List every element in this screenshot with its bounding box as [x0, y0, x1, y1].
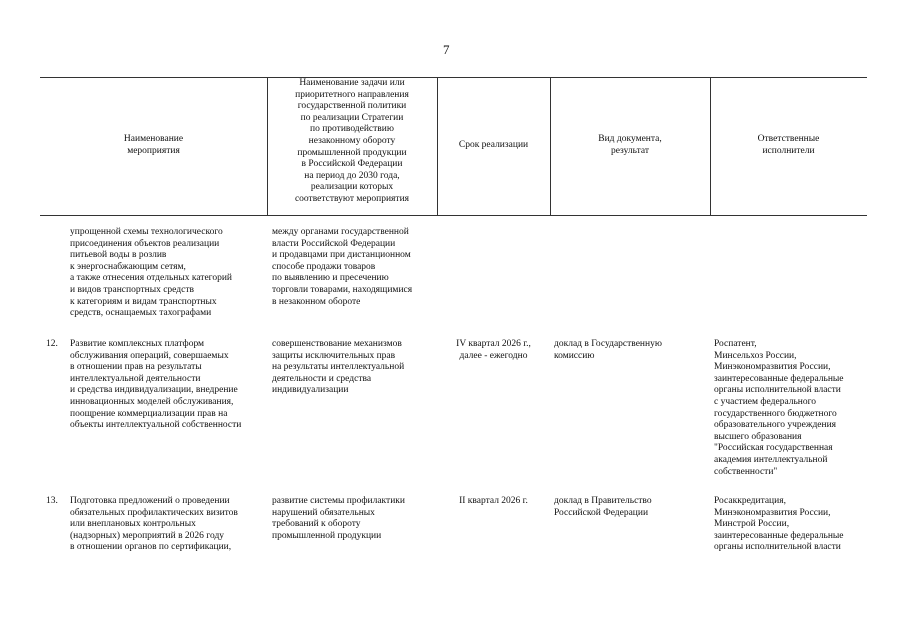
header-event: Наименование мероприятия	[123, 134, 184, 156]
row-number: 12.	[46, 339, 58, 349]
row-task: между органами государственной власти Российской Федерации и продавцами при дистанционном способе продажи товаров по выявлению и пресечению торговли товарами, находящимися в незаконном обороте	[272, 227, 413, 307]
header-deadline: Срок реализации	[458, 140, 529, 150]
page-number: 7	[443, 42, 450, 57]
table-top-rule	[40, 77, 867, 78]
row-document: доклад в Правительство Российской Федерации	[554, 496, 652, 518]
row-event: Развитие комплексных платформ обслуживания операций, совершаемых в отношении прав на результаты интеллектуальной деятельности и средства индивидуализации, внедрение инновационных моделей обслуживания, поощрение коммерциализации прав на объекты интеллектуальной собственности	[70, 339, 242, 431]
row-responsible: Роспатент, Минсельхоз России, Минэкономразвития России, заинтересованные федеральные органы исполнительной власти с участием федерального государственного бюджетного образовательного учреждения высшего образования "Российская государственная академия интеллектуальной собственности"	[714, 339, 844, 477]
row-document: доклад в Государственную комиссию	[554, 339, 662, 361]
row-event: упрощенной схемы технологического присоединения объектов реализации питьевой воды в розлив к энергоснабжающим сетям, а также отнесения отдельных категорий и видов транспортных средств к категориям и видам транспортных средств, оснащаемых тахографами	[70, 227, 233, 319]
row-deadline: II квартал 2026 г.	[459, 496, 528, 506]
row-event: Подготовка предложений о проведении обязательных профилактических визитов или внеплановых контрольных (надзорных) мероприятий в 2026 году в отношении органов по сертификации,	[70, 496, 238, 553]
header-responsible: Ответственные исполнители	[757, 134, 820, 156]
header-document: Вид документа, результат	[598, 134, 662, 156]
row-task: развитие системы профилактики нарушений обязательных требований к обороту промышленной продукции	[272, 496, 405, 541]
row-deadline: IV квартал 2026 г., далее - ежегодно	[456, 339, 531, 361]
header-task: Наименование задачи или приоритетного направления государственной политики по реализации Стратегии по противодействию незаконному обороту промышленной продукции в Российской Федерации на период до 2030 года, реализации которых соответствуют мероприятия	[294, 78, 410, 204]
row-number: 13.	[46, 496, 58, 506]
header-bottom-rule	[40, 215, 867, 216]
row-task: совершенствование механизмов защиты исключительных прав на результаты интеллектуальной деятельности и средства индивидуализации	[272, 339, 405, 396]
row-responsible: Росаккредитация, Минэкономразвития России, Минстрой России, заинтересованные федеральные органы исполнительной власти	[714, 496, 844, 553]
